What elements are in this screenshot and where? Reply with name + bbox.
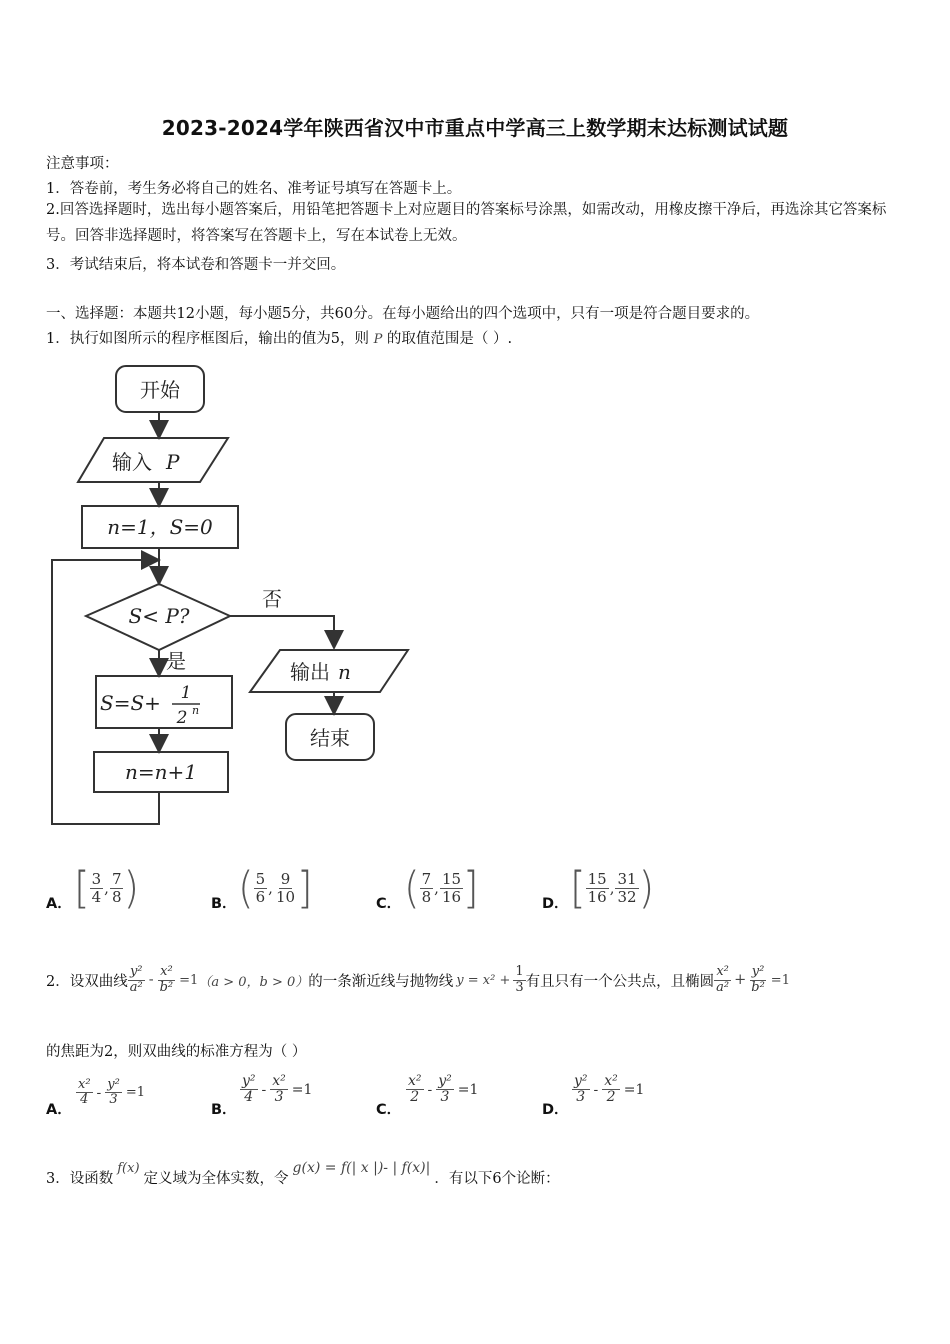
- left-bracket: (: [404, 862, 420, 914]
- fraction: [436, 1074, 454, 1106]
- q2-option-b-value: [240, 1074, 316, 1106]
- fraction: [254, 871, 268, 905]
- q1-option-b-value: ( $\frac{5}{6}$ , $\frac{9}{10}$ ]: [238, 862, 313, 914]
- fc-output-label: 输出: [290, 660, 330, 684]
- q2-ellipse-frac-1: [714, 965, 731, 995]
- numerator: 5: [255, 870, 266, 888]
- denominator: 16: [587, 887, 607, 906]
- denominator: 10: [275, 887, 296, 906]
- q2-eq1: =1: [179, 972, 199, 988]
- q2-text-c: 有且只有一个公共点，且椭圆: [525, 973, 715, 990]
- q1-option-a-label: A．: [46, 896, 72, 912]
- numerator: x²: [160, 964, 173, 980]
- numerator: x²: [408, 1073, 422, 1089]
- fraction: [615, 871, 638, 905]
- left-bracket: (: [238, 862, 254, 914]
- operator: -: [261, 1081, 267, 1098]
- notice-item-1: 1．答卷前，考生务必将自己的姓名、准考证号填写在答题卡上。: [46, 181, 462, 197]
- numerator: y²: [107, 1077, 120, 1092]
- q2-option-c-value: [406, 1074, 482, 1106]
- section-heading: 一、选择题：本题共12小题，每小题5分，共60分。在每小题给出的四个选项中，只有一项是符合题目要求的。: [46, 306, 760, 322]
- right-bracket: ): [123, 862, 140, 914]
- q1-var: P: [373, 332, 383, 347]
- fc-update-den: 2: [176, 708, 188, 728]
- page-title: 2023-2024学年陕西省汉中市重点中学高三上数学期末达标测试试题: [161, 116, 789, 140]
- numerator: x²: [716, 964, 729, 980]
- operator: -: [96, 1084, 102, 1101]
- operator: -: [593, 1081, 599, 1098]
- q3-text-a: 3．设函数: [46, 1171, 114, 1187]
- numerator: 3: [91, 870, 102, 888]
- question-2-stem: [46, 952, 916, 1008]
- q2-option-b-label: B．: [211, 1102, 237, 1118]
- q2-option-a-label: A．: [46, 1102, 72, 1118]
- rhs: =1: [457, 1081, 479, 1098]
- denominator: 3: [576, 1089, 586, 1106]
- q2-plus: +: [734, 972, 747, 988]
- left-bracket: [: [74, 862, 90, 914]
- q2-option-c-label: C．: [376, 1102, 402, 1118]
- fc-end-label: 结束: [310, 726, 350, 750]
- operator: -: [427, 1081, 433, 1098]
- fc-no-label: 否: [262, 587, 282, 611]
- q3-text-b: 定义域为全体实数，令: [143, 1171, 289, 1187]
- fraction: [76, 1078, 93, 1108]
- q2-hyper-frac-2: [158, 965, 176, 995]
- q2-eq2: =1: [770, 972, 790, 988]
- numerator: y²: [129, 964, 143, 980]
- rhs: =1: [125, 1085, 146, 1101]
- denominator: 16: [441, 887, 462, 906]
- fraction: [572, 1074, 590, 1106]
- q2-text-a: 2．设双曲线: [46, 973, 128, 990]
- numerator: 7: [111, 870, 122, 888]
- q2-option-d-label: D．: [542, 1102, 569, 1118]
- numerator: y²: [242, 1073, 256, 1089]
- numerator: 15: [587, 870, 607, 888]
- q2-text-d: 的焦距为2，则双曲线的标准方程为（ ）: [46, 1044, 307, 1060]
- q1-option-d-label: D．: [542, 896, 569, 912]
- fraction: [406, 1074, 424, 1106]
- denominator: 8: [421, 887, 432, 906]
- q2-hyper-frac-1: [128, 965, 145, 995]
- denominator: 3: [515, 979, 524, 995]
- q2-text-b: 的一条渐近线与抛物线: [308, 973, 454, 990]
- notice-item-2: 2.回答选择题时，选出每小题答案后，用铅笔把答题卡上对应题目的答案标号涂黑，如需改动，用橡皮擦干净后，再选涂其它答案标号。回答非选择题时，将答案写在答题卡上，写在本试卷上无效。: [46, 202, 887, 244]
- rhs: =1: [623, 1081, 645, 1098]
- fraction: [110, 871, 124, 905]
- notice-heading: 注意事项：: [46, 156, 119, 172]
- q2-cond: （a > 0，b > 0）: [198, 974, 309, 990]
- fc-increment-label: n=n+1: [124, 760, 198, 784]
- fc-start-label: 开始: [140, 378, 180, 402]
- fc-input-label: 输入: [112, 450, 152, 474]
- q3-gdef: g(x) = f(| x |)- | f(x)|: [292, 1160, 431, 1176]
- fc-input-box: [78, 438, 228, 482]
- q2-option-d-value: [572, 1074, 648, 1106]
- q3-text-c: ．有以下6个论断：: [434, 1171, 560, 1187]
- q1-option-d-value: [ $\frac{15}{16}$ , $\frac{31}{32}$ ): [570, 862, 655, 914]
- question-3-stem: [46, 1158, 560, 1188]
- fraction: [105, 1078, 122, 1108]
- fc-yes-label: 是: [166, 649, 186, 673]
- denominator: 6: [255, 887, 266, 906]
- denominator: 32: [617, 887, 637, 906]
- fc-input-var: P: [166, 450, 180, 474]
- q1-text-a: 1．执行如图所示的程序框图后，输出的值为5，则: [46, 331, 369, 347]
- numerator: y²: [751, 964, 765, 980]
- numerator: y²: [438, 1073, 452, 1089]
- q2-parabola-left: y = x² +: [456, 972, 511, 988]
- right-bracket: ): [638, 862, 655, 914]
- q2-parabola-frac: [513, 965, 525, 995]
- denominator: b²: [751, 979, 765, 995]
- denominator: 2: [410, 1089, 420, 1106]
- q2-option-a-value: [76, 1078, 149, 1108]
- denominator: 2: [606, 1089, 616, 1106]
- rhs: =1: [291, 1081, 313, 1098]
- denominator: 8: [111, 887, 122, 906]
- numerator: 1: [515, 964, 524, 980]
- left-bracket: [: [570, 862, 586, 914]
- denominator: 3: [109, 1092, 118, 1108]
- q1-text-b: 的取值范围是（ ）.: [386, 331, 513, 347]
- denominator: 3: [440, 1089, 450, 1106]
- denominator: b²: [159, 979, 174, 995]
- fc-update-exp: n: [192, 704, 200, 717]
- denominator: a²: [716, 979, 730, 995]
- numerator: 15: [441, 870, 462, 888]
- fraction: [274, 871, 297, 905]
- flowchart: [40, 358, 460, 838]
- right-bracket: ]: [463, 862, 479, 914]
- fc-output-var: n: [338, 660, 351, 684]
- q2-minus: -: [148, 972, 154, 988]
- numerator: x²: [272, 1073, 286, 1089]
- denominator: 4: [80, 1092, 89, 1108]
- fraction: [240, 1074, 258, 1106]
- numerator: 31: [617, 870, 637, 888]
- fraction: [602, 1074, 620, 1106]
- fc-update-num: 1: [180, 683, 192, 703]
- numerator: 7: [421, 870, 432, 888]
- denominator: 4: [244, 1089, 254, 1106]
- fraction: [90, 871, 104, 905]
- q1-option-a-value: [ $\frac{3}{4}$ , $\frac{7}{8}$ ): [74, 862, 140, 914]
- fraction: [440, 871, 463, 905]
- q1-option-b-label: B．: [211, 896, 237, 912]
- fc-condition-label: S< P?: [128, 604, 190, 628]
- notice-item-3: 3．考试结束后，将本试卷和答题卡一并交回。: [46, 257, 346, 273]
- fc-update-label: S=S+: [100, 691, 161, 715]
- numerator: y²: [574, 1073, 588, 1089]
- denominator: 3: [274, 1089, 284, 1106]
- numerator: 9: [280, 870, 291, 888]
- q3-func: f(x): [117, 1161, 140, 1176]
- q1-option-c-value: ( $\frac{7}{8}$ , $\frac{15}{16}$ ]: [404, 862, 479, 914]
- fraction: [420, 871, 434, 905]
- numerator: x²: [604, 1073, 618, 1089]
- numerator: x²: [78, 1077, 91, 1092]
- fc-init-label: n=1，S=0: [107, 515, 213, 539]
- denominator: a²: [129, 979, 143, 995]
- denominator: 4: [91, 887, 102, 906]
- q1-option-c-label: C．: [376, 896, 402, 912]
- q2-ellipse-frac-2: [749, 965, 767, 995]
- right-bracket: ]: [297, 862, 313, 914]
- fraction: [270, 1074, 288, 1106]
- fraction: [586, 871, 609, 905]
- question-1-stem: [46, 327, 512, 348]
